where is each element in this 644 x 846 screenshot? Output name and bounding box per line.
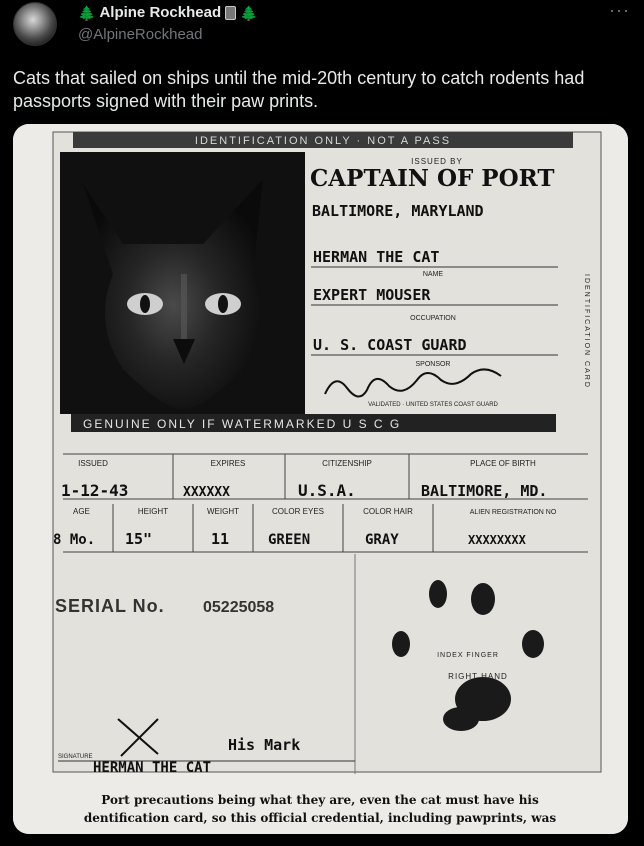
his-mark-text: His Mark (228, 736, 301, 754)
weight-value: 11 (211, 530, 230, 548)
more-options-icon[interactable]: ··· (609, 0, 630, 20)
occupation-label: OCCUPATION (410, 315, 456, 322)
serial-value: 05225058 (203, 599, 275, 616)
caption-line-1: Port precautions being what they are, even the cat must have his (101, 793, 539, 807)
eyes-label: COLOR EYES (271, 507, 325, 516)
author-handle[interactable]: @AlpineRockhead (78, 26, 203, 43)
expires-label: EXPIRES (210, 459, 246, 468)
validated-label: VALIDATED · UNITED STATES COAST GUARD (368, 402, 498, 408)
tree-emoji-icon-2: 🌲 (240, 4, 258, 21)
side-vertical-text: IDENTIFICATION CARD (583, 274, 590, 389)
issued-value: 1-12-43 (61, 481, 129, 500)
lantern-emoji-icon (225, 6, 236, 20)
age-value: 8 Mo. (53, 532, 96, 548)
height-value: 15" (125, 530, 153, 548)
weight-label: WEIGHT (207, 507, 239, 516)
birth-label: PLACE OF BIRTH (470, 459, 536, 468)
passport-scan (13, 124, 628, 834)
name-value: HERMAN THE CAT (313, 248, 440, 266)
eyes-value: GREEN (268, 532, 311, 548)
height-label: HEIGHT (137, 507, 169, 516)
expires-value: XXXXXX (183, 485, 230, 500)
sponsor-value: U. S. COAST GUARD (313, 336, 467, 354)
issued-label: ISSUED (78, 459, 108, 468)
avatar[interactable] (13, 2, 57, 46)
author-name[interactable]: Alpine Rockhead (99, 4, 222, 21)
issued-by-label: ISSUED BY (411, 157, 463, 166)
author-row (78, 4, 258, 21)
occupation-value: EXPERT MOUSER (313, 286, 431, 304)
citizenship-value: U.S.A. (298, 481, 356, 500)
birth-value: BALTIMORE, MD. (421, 482, 548, 500)
issuer-text: CAPTAIN OF PORT (310, 165, 555, 192)
tree-emoji-icon: 🌲 (78, 4, 96, 21)
alien-value: XXXXXXXX (468, 533, 526, 547)
watermark-band-text: GENUINE ONLY IF WATERMARKED U S C G (83, 417, 402, 431)
age-label: AGE (73, 507, 90, 516)
name-label: NAME (422, 271, 444, 278)
citizenship-label: CITIZENSHIP (322, 459, 372, 468)
sponsor-label: SPONSOR (415, 361, 451, 368)
right-hand-label: RIGHT HAND (448, 672, 508, 681)
serial-label: SERIAL No. (55, 596, 165, 616)
index-finger-label: INDEX FINGER (437, 652, 499, 659)
alien-label: ALIEN REGISTRATION NO (469, 509, 557, 516)
issuer-location-text: BALTIMORE, MARYLAND (312, 202, 484, 220)
signature-name: HERMAN THE CAT (93, 760, 212, 776)
hair-label: COLOR HAIR (363, 507, 413, 516)
signature-label: SIGNATURE (58, 754, 93, 760)
top-banner-text: IDENTIFICATION ONLY · NOT A PASS (194, 135, 452, 147)
tweet-media-image[interactable] (13, 124, 628, 834)
tweet-header (0, 0, 644, 66)
caption-line-2: dentification card, so this official credential, including pawprints, was (83, 811, 557, 825)
hair-value: GRAY (365, 532, 399, 548)
tweet-text: Cats that sailed on ships until the mid-20th century to catch rodents had passports signed with their paw prints. (13, 68, 585, 111)
